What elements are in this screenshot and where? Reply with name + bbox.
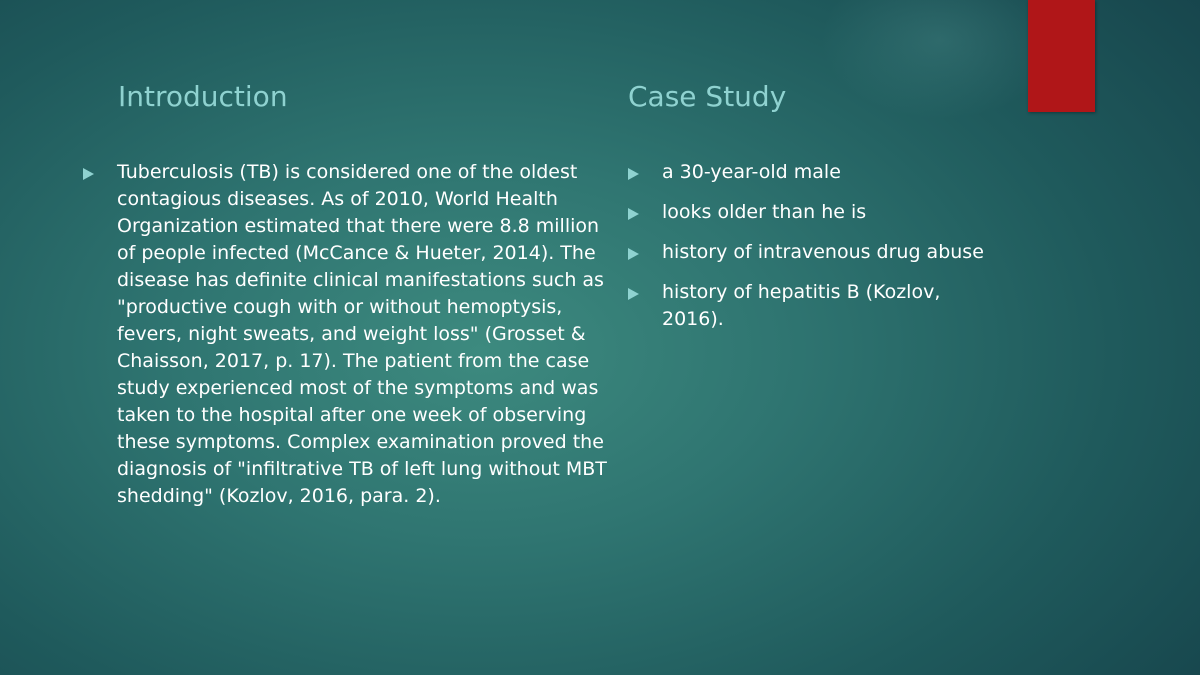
case-study-bullet-text: history of hepatitis B (Kozlov, 2016). (662, 281, 941, 330)
triangle-right-icon (83, 168, 94, 180)
case-study-heading: Case Study (628, 80, 787, 113)
case-study-bullet-hepatitis (628, 279, 1000, 333)
case-study-bullet-text: a 30-year-old male (662, 161, 841, 183)
case-study-bullet-appearance (628, 199, 1000, 226)
triangle-right-icon (628, 208, 639, 220)
triangle-right-icon (628, 288, 639, 300)
case-study-bullet-text: looks older than he is (662, 201, 867, 223)
introduction-bullet-text: Tuberculosis (TB) is considered one of the oldest contagious diseases. As of 2010, World Health Organization estimated that there were 8.8 million of people infected (McCance & Hueter, 2014). The disease has definite clinical manifestations such as "productive cough with or without hemoptysis, fevers, night sweats, and weight loss" (Grosset & Chaisson, 2017, p. 17). The patient from the case study experienced most of the symptoms and was taken to the hospital after one week of observing these symptoms. Complex examination proved the diagnosis of "infiltrative TB of left lung without MBT shedding" (Kozlov, 2016, para. 2). (117, 161, 607, 507)
triangle-right-icon (628, 168, 639, 180)
introduction-bullet-list (83, 159, 613, 510)
case-study-bullet-age (628, 159, 1000, 186)
background-glow (820, 0, 1060, 120)
case-study-bullet-drug-history (628, 239, 1000, 266)
introduction-heading: Introduction (118, 80, 288, 113)
case-study-bullet-list (628, 159, 1000, 346)
accent-bar (1028, 0, 1095, 112)
introduction-bullet (83, 159, 613, 510)
case-study-bullet-text: history of intravenous drug abuse (662, 241, 984, 263)
triangle-right-icon (628, 248, 639, 260)
